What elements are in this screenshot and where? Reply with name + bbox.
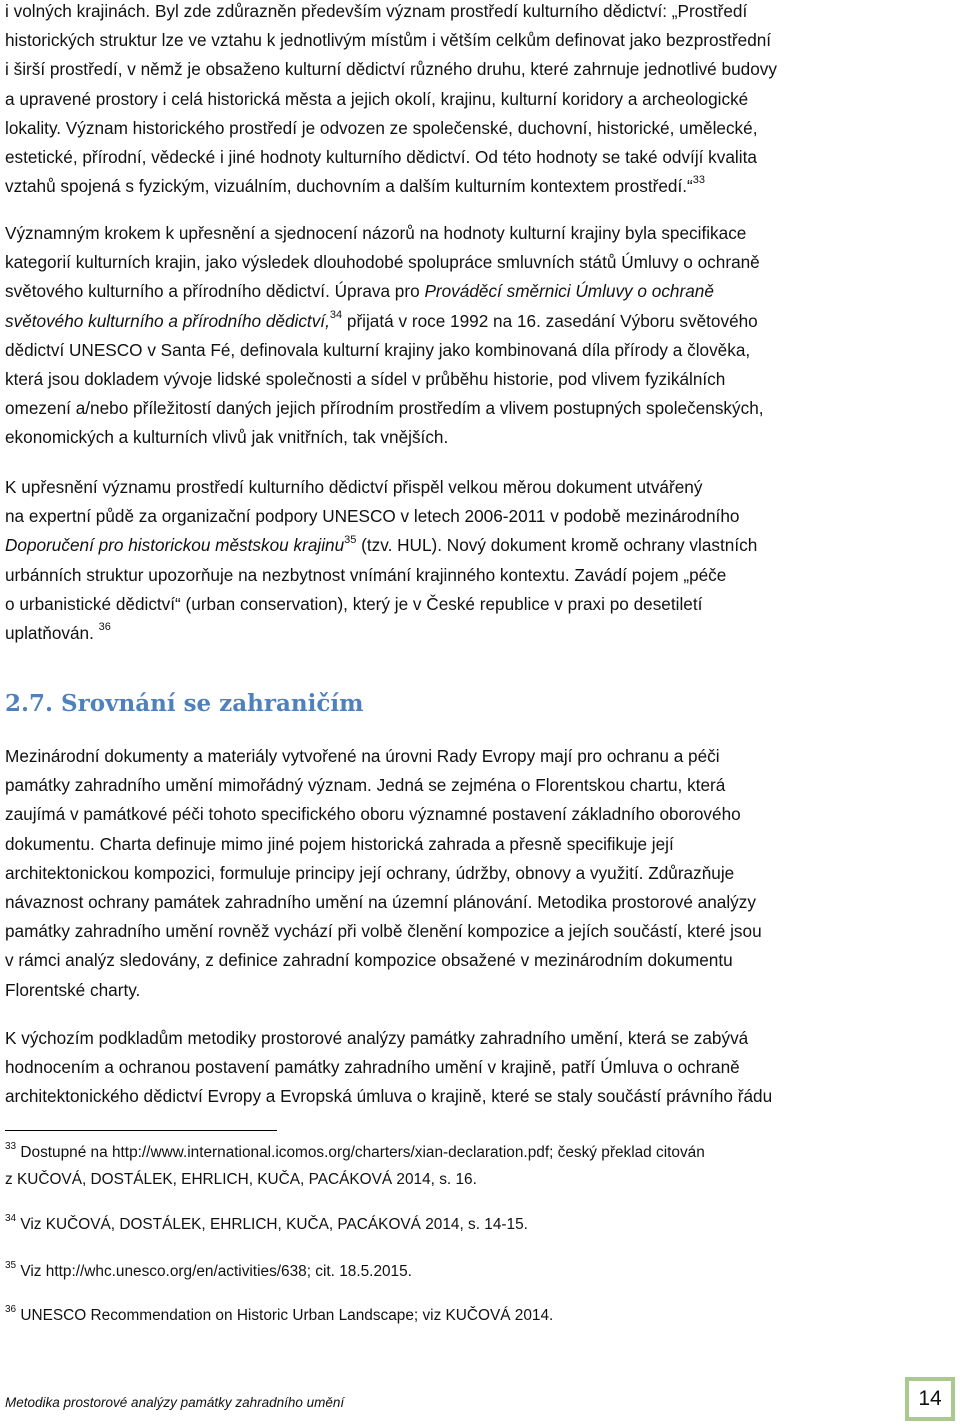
page-number: 14: [909, 1381, 951, 1417]
text-line: [5, 1139, 705, 1166]
text-segment: uplatňován.: [5, 623, 94, 644]
section-number: 2.7.: [5, 690, 54, 717]
text-line: o urbanistické dědictví“ (urban conservation), který je v České republice v praxi po desetiletí: [5, 593, 703, 614]
text-line: zaujímá v památkové péči tohoto specifického oboru významné postavení základního oborového: [5, 804, 741, 825]
paragraph-3: [5, 473, 757, 648]
footnote-number: 35: [5, 1259, 17, 1271]
text-line: estetické, přírodní, vědecké i jiné hodnoty kulturního dědictví. Od této hodnoty se také odvíjí kvalita: [5, 147, 757, 168]
paragraph-4: [5, 742, 762, 1005]
footnote-number: 36: [5, 1303, 17, 1315]
text-line: která jsou dokladem vývoje lidské společnosti a sídel v průběhu historie, pod vlivem fyzikálních: [5, 369, 726, 390]
text-line: [5, 619, 757, 648]
text-line: z KUČOVÁ, DOSTÁLEK, EHRLICH, KUČA, PACÁKOVÁ 2014, s. 16.: [5, 1171, 477, 1188]
footnote-34: [5, 1211, 528, 1238]
text-line: hodnocením a ochranou postavení památky zahradního umění v krajině, patří Úmluva o ochraně: [5, 1057, 740, 1078]
text-segment: světového kulturního a přírodního dědictví. Úprava pro: [5, 281, 425, 302]
text-line: [5, 307, 764, 336]
italic-title: Prováděcí směrnici Úmluvy o ochraně: [424, 281, 714, 302]
text-line: [5, 531, 757, 560]
footnote-ref-34[interactable]: 34: [329, 308, 343, 321]
text-line: K výchozím podkladům metodiky prostorové analýzy památky zahradního umění, která se zabývá: [5, 1028, 749, 1048]
text-line: dokumentu. Charta definuje mimo jiné pojem historická zahrada a přesně specifikuje její: [5, 833, 674, 854]
text-line: [5, 1211, 528, 1238]
text-line: [5, 1258, 412, 1285]
footnote-number: 33: [5, 1140, 17, 1152]
footnote-text: Viz KUČOVÁ, DOSTÁLEK, EHRLICH, KUČA, PACÁKOVÁ 2014, s. 14-15.: [16, 1216, 528, 1233]
text-line: na expertní půdě za organizační podpory UNESCO v letech 2006-2011 v podobě mezinárodního: [5, 506, 740, 527]
text-line: návaznost ochrany památek zahradního umění na územní plánování. Metodika prostorové analýzy: [5, 892, 756, 913]
text-line: historických struktur lze ve vztahu k jednotlivým místům i větším celkům definovat jako bezprostřední: [5, 30, 772, 51]
text-segment: (tzv. HUL). Nový dokument kromě ochrany vlastních: [356, 535, 758, 556]
italic-title: světového kulturního a přírodního dědictví,: [5, 310, 330, 331]
paragraph-2: [5, 219, 764, 453]
text-line: urbánních struktur upozorňuje na nezbytnost vnímání krajinného kontextu. Zavádí pojem „péče: [5, 564, 727, 585]
italic-title: Doporučení pro historickou městskou krajinu: [5, 535, 345, 556]
text-line: [5, 1302, 553, 1329]
text-segment: vztahů spojená s fyzickým, vizuálním, duchovním a dalším kulturním kontextem prostředí.“: [5, 176, 693, 197]
footnote-35: [5, 1258, 412, 1285]
text-line: a upravené prostory i celá historická města a jejich okolí, krajinu, kulturní koridory a archeologické: [5, 88, 749, 109]
text-segment: přijatá v roce 1992 na 16. zasedání Výboru světového: [342, 310, 758, 331]
section-heading: [5, 690, 363, 717]
text-line: omezení a/nebo příležitostí daných jejich přírodním prostředím a vlivem postupných společenských,: [5, 398, 764, 419]
text-line: Významným krokem k upřesnění a sjednocení názorů na hodnoty kulturní krajiny byla specifikace: [5, 223, 747, 243]
footnote-ref-36[interactable]: 36: [98, 621, 111, 634]
paragraph-5: [5, 1024, 772, 1112]
text-line: památky zahradního umění rovněž vychází při volbě členění kompozice a jejích součástí, které jsou: [5, 921, 762, 942]
text-line: K upřesnění významu prostředí kulturního dědictví přispěl velkou měrou dokument utvářený: [5, 477, 703, 497]
text-line: ekonomických a kulturních vlivů jak vnitřních, tak vnějších.: [5, 427, 449, 448]
footnote-36: [5, 1302, 553, 1329]
page-number-badge: [905, 1377, 955, 1421]
section-title: Srovnání se zahraničím: [61, 690, 364, 717]
text-line: [5, 277, 764, 306]
text-line: i širší prostředí, v němž je obsaženo kulturní dědictví různého druhu, které zahrnuje jednotlivé budovy: [5, 59, 777, 80]
text-line: dědictví UNESCO v Santa Fé, definovala kulturní krajiny jako kombinovaná díla přírody a člověka,: [5, 339, 751, 360]
text-line: v rámci analýz sledovány, z definice zahradní kompozice obsažené v mezinárodním dokumentu: [5, 950, 733, 971]
text-line: Florentské charty.: [5, 979, 141, 1000]
text-line: Mezinárodní dokumenty a materiály vytvořené na úrovni Rady Evropy mají pro ochranu a péči: [5, 746, 720, 766]
footnote-text[interactable]: Viz http://whc.unesco.org/en/activities/638; cit. 18.5.2015.: [16, 1263, 412, 1280]
footnote-33: [5, 1139, 705, 1193]
footnote-text[interactable]: Dostupné na http://www.international.icomos.org/charters/xian-declaration.pdf; český překlad citován: [16, 1144, 705, 1161]
footnote-separator: [5, 1130, 277, 1131]
text-line: [5, 172, 777, 201]
text-line: památky zahradního umění mimořádný význam. Jedná se zejména o Florentskou chartu, která: [5, 775, 726, 796]
text-line: kategorií kulturních krajin, jako výsledek dlouhodobé spolupráce smluvních států Úmluvy o ochraně: [5, 252, 760, 273]
text-line: lokality. Význam historického prostředí je odvozen ze společenské, duchovní, historické, umělecké,: [5, 117, 758, 138]
text-line: architektonickou kompozici, formuluje principy její ochrany, údržby, obnovy a využití. Zdůrazňuje: [5, 862, 735, 883]
text-line: i volných krajinách. Byl zde zdůrazněn především význam prostředí kulturního dědictví: „Prostředí: [5, 1, 748, 21]
text-line: architektonického dědictví Evropy a Evropská úmluva o krajině, které se staly součástí právního řádu: [5, 1086, 773, 1107]
footnote-ref-33[interactable]: 33: [692, 174, 706, 187]
footer-document-title: Metodika prostorové analýzy památky zahradního umění: [5, 1395, 345, 1410]
footnote-text: UNESCO Recommendation on Historic Urban Landscape; viz KUČOVÁ 2014.: [16, 1307, 554, 1324]
paragraph-1: [5, 0, 777, 201]
footnote-number: 34: [5, 1212, 17, 1224]
footnote-ref-35[interactable]: 35: [344, 533, 357, 546]
